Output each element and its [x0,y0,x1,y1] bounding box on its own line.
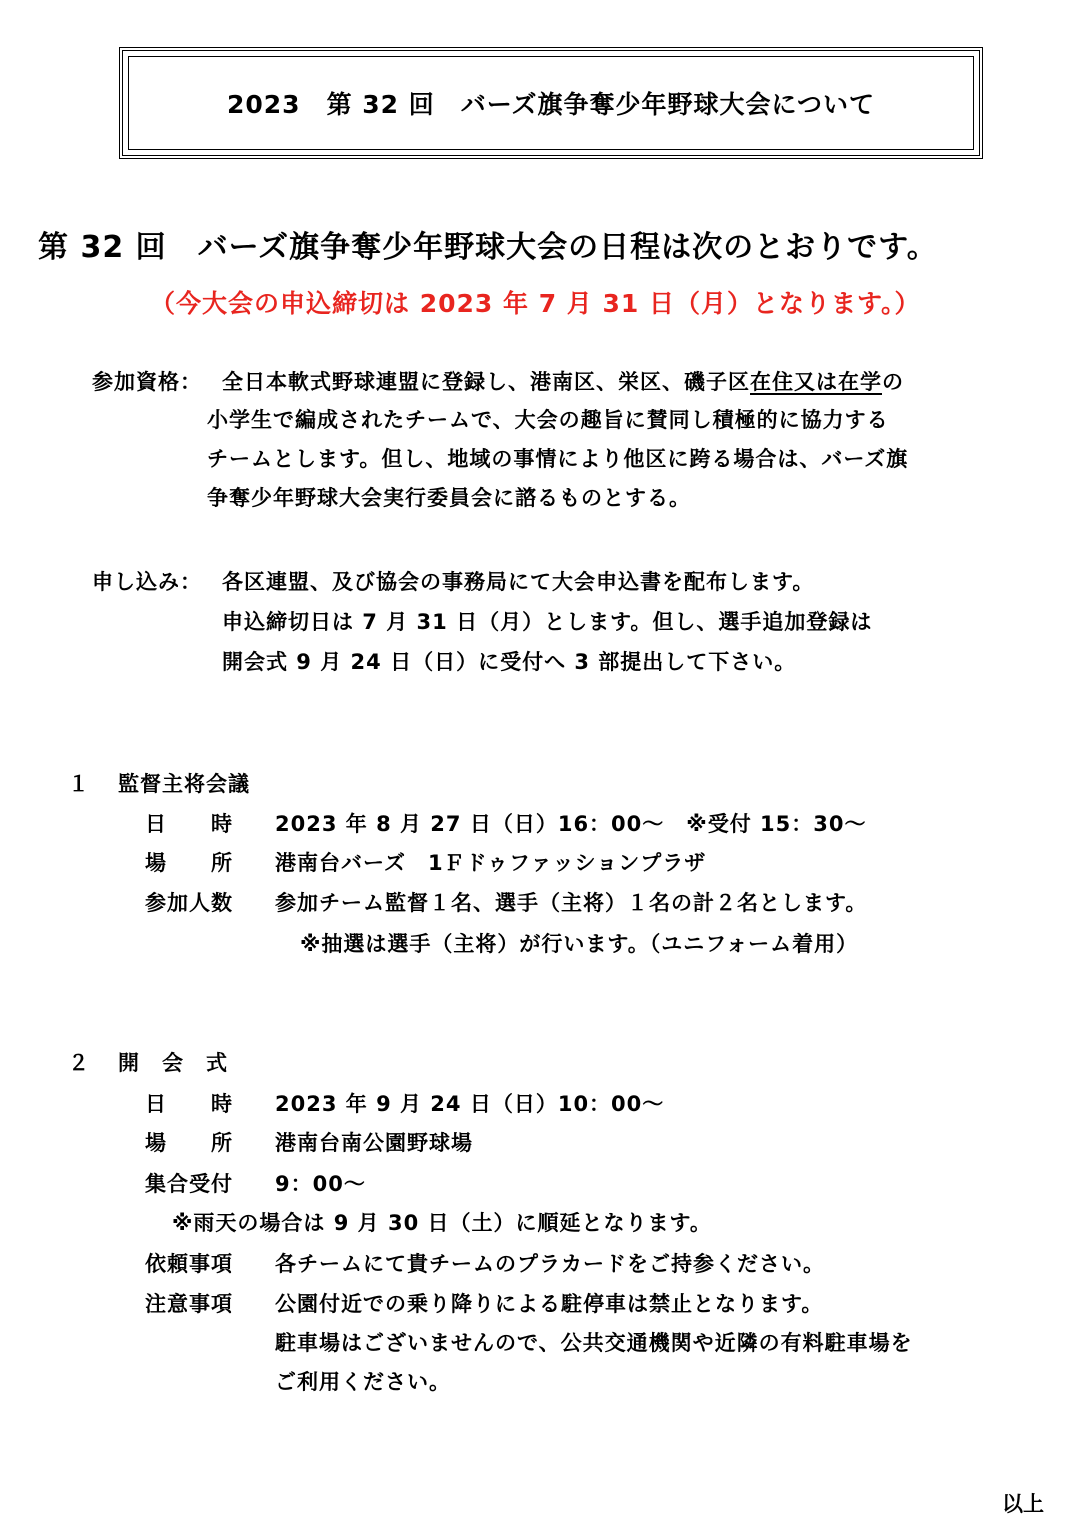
application-line-2: 申込締切日は 7 月 31 日（月）とします。但し、選手追加登録は [222,610,873,634]
eligibility-line-1b: の [882,370,904,394]
s2-caution-line-1: 公園付近での乗り降りによる駐停車は禁止となります。 [275,1292,824,1316]
title-box [119,47,983,159]
application-line-1: 各区連盟、及び協会の事務局にて大会申込書を配布します。 [222,570,815,594]
schedule-heading: 第 32 回 バーズ旗争奪少年野球大会の日程は次のとおりです。 [38,230,938,265]
s1-row-1-label: 日 時 [145,812,233,836]
eligibility-line-3: チームとします。但し、地域の事情により他区に跨る場合は、バーズ旗 [207,447,909,471]
s2-row-2-value: 港南台南公園野球場 [275,1131,473,1155]
residence-underlined: 在住又は在学 [750,370,882,394]
section-1-title: 監督主将会議 [118,772,250,796]
s1-lottery-note: ※抽選は選手（主将）が行います。（ユニフォーム着用） [300,932,859,956]
application-line-3: 開会式 9 月 24 日（日）に受付へ 3 部提出して下さい。 [222,650,797,674]
s1-row-2-value: 港南台バーズ 1Ｆドゥファッションプラザ [275,851,707,875]
s2-request-value: 各チームにて貴チームのプラカードをご持参ください。 [275,1252,825,1276]
eligibility-line-1a: 全日本軟式野球連盟に登録し、港南区、栄区、磯子区 [222,370,750,394]
s2-caution-line-2: 駐車場はございませんので、公共交通機関や近隣の有料駐車場を [275,1331,913,1355]
s1-row-3-label: 参加人数 [145,891,233,915]
s2-row-1-label: 日 時 [145,1092,233,1116]
s2-rain-note: ※雨天の場合は 9 月 30 日（土）に順延となります。 [172,1211,712,1235]
section-2-title: 開 会 式 [118,1051,228,1075]
section-2-number: ２ [68,1051,90,1075]
eligibility-line-2: 小学生で編成されたチームで、大会の趣旨に賛同し積極的に協力する [207,408,889,432]
s2-row-3-value: 9：00～ [275,1172,366,1196]
s2-row-2-label: 場 所 [145,1131,233,1155]
s2-row-1-value: 2023 年 9 月 24 日（日）10：00～ [275,1092,665,1116]
application-label: 申し込み： [92,570,202,594]
section-1-number: １ [68,772,90,796]
eligibility-line-4: 争奪少年野球大会実行委員会に諮るものとする。 [207,486,691,510]
closing-mark: 以上 [1002,1492,1044,1516]
eligibility-line-1 [222,366,904,396]
s2-caution-line-3: ご利用ください。 [275,1370,451,1394]
s2-row-3-label: 集合受付 [145,1172,233,1196]
s1-row-3-value: 参加チーム監督１名、選手（主将）１名の計２名とします。 [275,891,868,915]
s2-request-label: 依頼事項 [145,1252,233,1276]
s1-row-2-label: 場 所 [145,851,233,875]
s1-row-1-value: 2023 年 8 月 27 日（日）16：00～ ※受付 15：30～ [275,812,867,836]
s2-caution-label: 注意事項 [145,1292,233,1316]
eligibility-label: 参加資格： [92,370,202,394]
deadline-notice: （今大会の申込締切は 2023 年 7 月 31 日（月）となります。） [150,289,921,318]
page-title: 2023 第 32 回 バーズ旗争奪少年野球大会について [226,90,876,119]
